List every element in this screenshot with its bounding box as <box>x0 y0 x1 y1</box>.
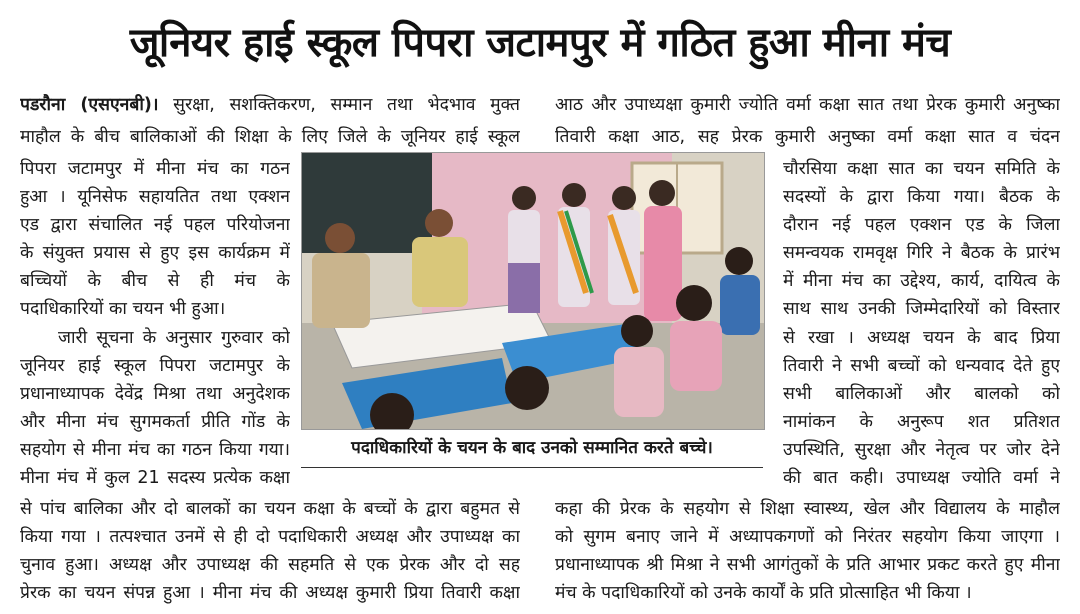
col1-line-7: पदाधिकारियों का चयन भी हुआ। <box>20 299 226 319</box>
col1-line-10: प्रधानाध्यापक देवेंद्र मिश्रा तथा अनुदेशक <box>20 384 290 404</box>
col1-line-1: माहौल के बीच बालिकाओं की शिक्षा के लिए जिले के जूनियर हाई स्कूल <box>20 127 520 147</box>
dateline: पडरौना (एसएनबी)। <box>20 95 159 115</box>
col2-line-12: उपस्थिति, सुरक्षा और नेतृत्व पर जोर देने <box>783 440 1060 460</box>
caption-divider <box>301 467 763 468</box>
col2-line-6: में मीना मंच का उद्देश्य, कार्य, दायित्व के <box>783 271 1060 291</box>
col2-line-15: को सुगम बनाए जाने में अध्यापकगणों को निरंतर सहयोग किया जाएगा । <box>555 527 1060 547</box>
col2-line-7: साथ साथ उनकी जिम्मेदारियों को विस्तार <box>783 299 1060 319</box>
col2-line-4: दौरान नई पहल एक्शन एड के जिला <box>783 215 1060 235</box>
col2-line-13: की बात कही। उपाध्यक्ष ज्योति वर्मा ने <box>783 468 1060 488</box>
col2-line-5: समन्वयक रामवृक्ष गिरि ने बैठक के प्रारंभ <box>783 243 1060 263</box>
col1-line-9: जूनियर हाई स्कूल पिपरा जटामपुर के <box>20 356 290 376</box>
col1-line-11: और मीना मंच सुगमकर्ता प्रीति गोंड के <box>20 412 290 432</box>
col2-line-0: आठ और उपाध्यक्षा कुमारी ज्योति वर्मा कक्षा सात तथा प्रेरक कुमारी अनुष्का <box>555 95 1060 115</box>
col1-line-4: एड द्वारा संचालित नई पहल परियोजना <box>20 215 290 235</box>
col2-line-3: सदस्यों के द्वारा किया गया। बैठक के <box>783 187 1060 207</box>
col1-line-17: प्रेरक का चयन संपन्न हुआ । मीना मंच की अध्यक्ष कुमारी प्रिया तिवारी कक्षा <box>20 583 520 603</box>
col2-line-11: नामांकन के अनुरूप शत प्रतिशत <box>783 412 1060 432</box>
col2-line-10: सभी बालिकाओं और बालको को <box>783 384 1060 404</box>
col1-line-16: चुनाव हुआ। अध्यक्ष और उपाध्यक्ष की सहमति से एक प्रेरक और दो सह <box>20 555 520 575</box>
col2-line-9: तिवारी ने सभी बच्चों को धन्यवाद देते हुए <box>783 356 1060 376</box>
col1-line-13: मीना मंच में कुल 21 सदस्य प्रत्येक कक्षा <box>20 468 290 488</box>
col2-line-17: मंच के पदाधिकारियों को उनके कार्यों के प्रति प्रोत्साहित भी किया । <box>555 583 972 603</box>
col1-line-5: के संयुक्त प्रयास से हुए इस कार्यक्रम में <box>20 243 290 263</box>
col1-line-8: जारी सूचना के अनुसार गुरुवार को <box>58 328 290 348</box>
col2-line-2: चौरसिया कक्षा सात का चयन समिति के <box>783 159 1060 179</box>
col2-line-14: कहा की प्रेरक के सहयोग से शिक्षा स्वास्थ्य, खेल और विद्यालय के माहौल <box>555 499 1060 519</box>
col1-line-2: पिपरा जटामपुर में मीना मंच का गठन <box>20 159 290 179</box>
col1-line-12: सहयोग से मीना मंच का गठन किया गया। <box>20 440 290 460</box>
news-photo <box>301 152 765 430</box>
col2-line-16: प्रधानाध्यापक श्री मिश्रा ने सभी आगंतुकों के प्रति आभार प्रकट करते हुए मीना <box>555 555 1060 575</box>
col1-line-0-text: सुरक्षा, सशक्तिकरण, सम्मान तथा भेदभाव मुक्त <box>158 95 520 115</box>
col1-line-6: बच्चियों के बीच से ही मंच के <box>20 271 290 291</box>
col1-line-3: हुआ । यूनिसेफ सहायतित तथा एक्शन <box>20 187 290 207</box>
col2-line-8: से रखा । अध्यक्ष चयन के बाद प्रिया <box>783 328 1060 348</box>
headline: जूनियर हाई स्कूल पिपरा जटामपुर में गठित हुआ मीना मंच <box>129 20 951 66</box>
col1-line-0 <box>20 92 520 118</box>
col2-line-1: तिवारी कक्षा आठ, सह प्रेरक कुमारी अनुष्का वर्मा कक्षा सात व चंदन <box>555 127 1060 147</box>
photo-caption: पदाधिकारियों के चयन के बाद उनको सम्मानित करते बच्चे। <box>351 438 713 458</box>
col1-line-14: से पांच बालिका और दो बालकों का चयन कक्षा के बच्चों के द्वारा बहुमत से <box>20 499 520 519</box>
col1-line-15: किया गया । तत्पश्चात उनमें से ही दो पदाधिकारी अध्यक्ष और उपाध्यक्ष का <box>20 527 520 547</box>
